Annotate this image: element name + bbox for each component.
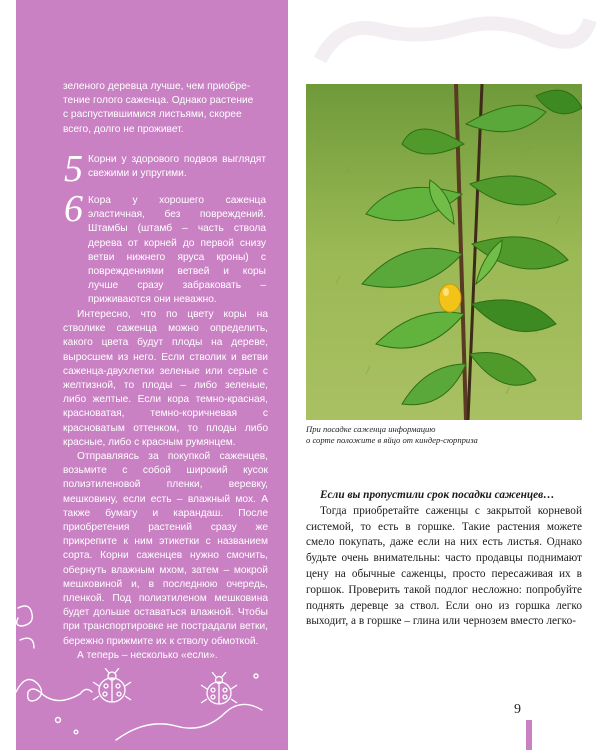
list-number-5: 5 [64, 148, 83, 190]
sidebar-intro-line-3: с распустившимися листьями, скорее [63, 109, 242, 121]
sapling-photo [306, 84, 582, 420]
main-paragraph: Тогда приобретайте саженцы с закрытой корневой системой, то есть в горшке. Такие растения можете смело покупать, даже если на них есть листья. Однако будьте очень внимательны: часто продавцы поднимают цену на обычные саженцы, просто пересаживая их в горшок. Проверить такой подлог несложно: попробуйте поднять деревце за ствол. Если оно из горшка легко выходит, а в горшке – глина или чернозем вместо легко- [306, 504, 582, 628]
page-number-bar [526, 720, 532, 750]
page-number: 9 [514, 702, 521, 717]
main-body [306, 488, 582, 630]
sidebar-intro-line-1: зеленого деревца лучше, чем приобре- [63, 81, 251, 92]
photo-caption [306, 424, 582, 446]
sidebar-paragraph-color [63, 308, 268, 450]
sidebar-intro-line-2: тение голого саженца. Однако растение [63, 95, 254, 107]
list-item-5 [88, 153, 266, 181]
photo-caption-line-2: о сорте положите в яйцо от киндер-сюрприза [306, 435, 478, 445]
sapling-illustration [306, 84, 582, 420]
list-number-6: 6 [64, 188, 83, 230]
ladybug-icon [198, 672, 240, 710]
sidebar-intro-line-4: всего, долго не проживет. [63, 123, 184, 135]
decorative-swirls [16, 600, 288, 750]
sidebar-paragraph-color-text: Интересно, что по цвету коры на стволике саженца можно определить, какого цвета будут плоды на дереве, выросшем из него. Если стволик и ветви саженца-двухлетки зеленые или серые с желтизной, то плоды – либо зеленые, либо желтые. Если кора темно-красная, красноватая, темно-коричневая с красноватым оттенком, то плоды либо красные, либо с красным румянцем. [63, 309, 268, 448]
ladybug-icon [90, 668, 134, 708]
section-heading: Если вы пропустили срок посадки саженцев… [320, 489, 555, 501]
sidebar-paragraph-shopping-text: Отправляясь за покупкой саженцев, возьмите с собой широкий кусок полиэтиленовой пленки, веревку, мешковину, если есть – влажный мох. А также бумагу и карандаш. После приобретения растений сразу же прикрепите к ним этикетки с названием сорта. Корни саженцев нужно смочить, обернуть влажным мхом, затем – мокрой мешковиной и, в последнюю очередь, пленкой. Под полиэтиленом мешковина будет дольше оставаться влажной. Чтобы при транспортировке не пострадали ветки, бережно прижмите их к стволу обмоткой. [63, 451, 268, 647]
photo-caption-line-1: При посадке саженца информацию [306, 424, 436, 434]
sidebar-intro [63, 80, 268, 137]
sidebar-paragraph-now-text: А теперь – несколько «если». [77, 649, 218, 661]
list-item-5-text: Корни у здорового подвоя выглядят свежими и упругими. [88, 154, 266, 180]
list-item-6-text: Кора у хорошего саженца эластичная, без повреждений. Штамбы (штамб – часть ствола дерева от корней до первой снизу ветви нижнего яруса кроны) с повреждениями ветвей и коры лучше сразу забраковать – приживаются они неважно. [88, 195, 266, 306]
list-item-6 [88, 194, 266, 308]
decorative-header-shape [300, 0, 600, 70]
